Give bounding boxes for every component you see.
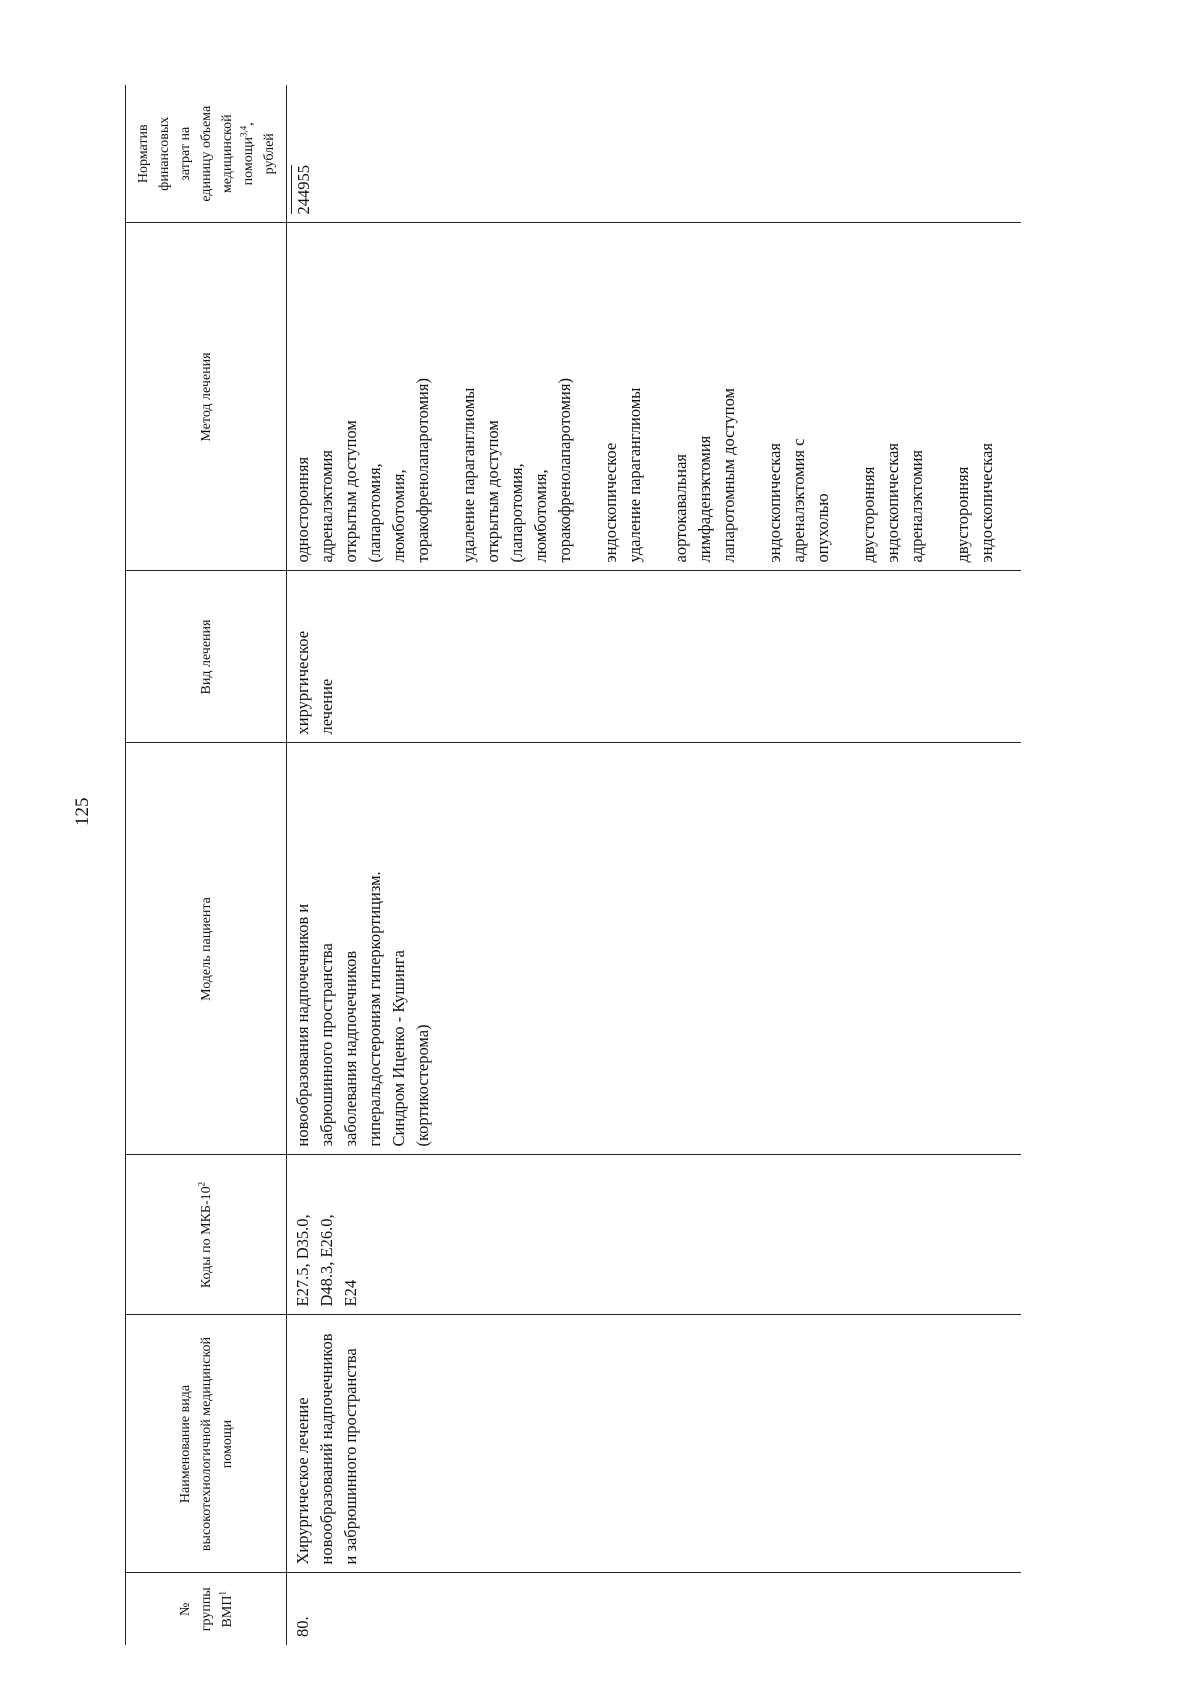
header-name: Наименование вида высокотехнологичной медицинской помощи: [126, 1315, 287, 1573]
header-row: [126, 85, 287, 1645]
method-item: двусторонняя эндоскопическая адреналэктомия: [859, 443, 926, 563]
row-treatment: хирургическое лечение: [287, 571, 1022, 743]
method-item: аортокавальная лимфаденэктомия лапаротомным доступом: [671, 388, 738, 563]
row-number: 80.: [293, 1616, 312, 1637]
header-norm: Норматив финансовых затрат на единицу объема медицинской помощи$^{3,4}$, рублей: [126, 85, 287, 223]
row-methods: [287, 223, 1022, 571]
table-row: [287, 85, 1022, 1645]
row-codes: E27.5, D35.0, D48.3, E26.0, E24: [287, 1155, 1022, 1315]
row-patient: новообразования надпочечников и забрюшинного пространства заболевания надпочечников гиперальдостеронизм гиперкортицизм. Синдром Иценко - Кушинга (кортикостерома): [287, 743, 1022, 1155]
method-item: двусторонняя эндоскопическая: [953, 443, 996, 563]
norm-amount: 244955: [291, 165, 316, 215]
rotated-table-container: [125, 85, 1165, 1645]
page-number: 125: [72, 797, 93, 826]
header-group: № группы ВМП$^1$: [126, 1573, 287, 1645]
method-item: удаление параганглиомы открытым доступом (лапаротомия, люмботомия, торакофренолапаротомия): [459, 378, 574, 563]
row-name: Хирургическое лечение новообразований надпочечников и забрюшинного пространства: [287, 1315, 1022, 1573]
method-item: односторонняя адреналэктомия открытым доступом (лапаротомия, люмботомия, торакофренолапаротомия): [293, 378, 432, 563]
header-codes: Коды по МКБ-$10^2$: [126, 1155, 287, 1315]
header-treatment: Вид лечения: [126, 571, 287, 743]
row-norm: [287, 85, 1022, 223]
method-item: эндоскопическое удаление параганглиомы: [601, 387, 644, 563]
vmp-table: [125, 85, 1021, 1645]
header-patient: Модель пациента: [126, 743, 287, 1155]
method-item: эндоскопическая адреналэктомия с опухолью: [765, 438, 832, 563]
header-method: Метод лечения: [126, 223, 287, 571]
